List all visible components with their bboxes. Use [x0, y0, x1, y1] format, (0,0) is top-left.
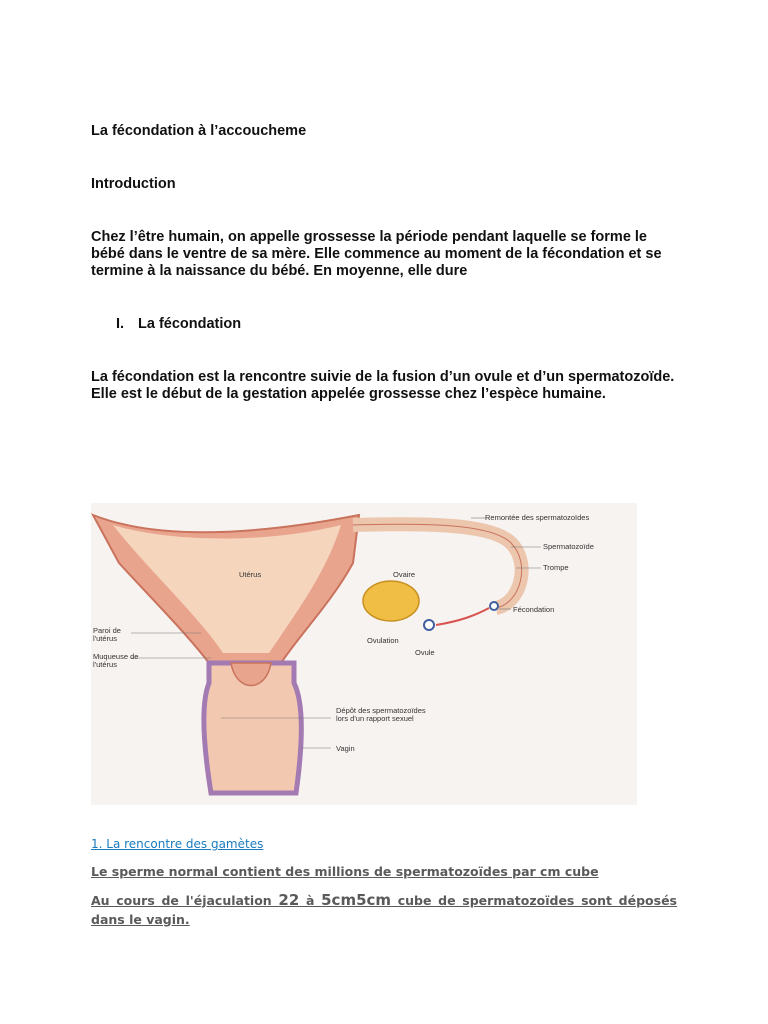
ejaculation-number-1: 22	[278, 890, 300, 909]
label-uterus: Utérus	[239, 570, 262, 579]
section-heading	[116, 316, 241, 333]
label-ovaire: Ovaire	[393, 570, 416, 579]
label-fecondation: Fécondation	[513, 605, 555, 614]
ejaculation-paragraph	[91, 891, 677, 929]
sperm-paragraph: Le sperme normal contient des millions de spermatozoïdes par cm cube	[91, 863, 599, 879]
label-vagin: Vagin	[336, 744, 355, 753]
label-paroi-line2: l'utérus	[93, 634, 117, 643]
label-remontee: Remontée des spermatozoïdes	[485, 513, 590, 522]
introduction-heading: Introduction	[91, 176, 176, 192]
ejaculation-number-2: 5cm5cm	[321, 890, 392, 909]
label-trompe: Trompe	[543, 563, 569, 572]
ejaculation-text-3: cube de spermatozoïdes sont déposés dans le vagin.	[91, 892, 677, 927]
label-muqueuse-line1: Muqueuse de	[93, 652, 139, 661]
label-paroi-line1: Paroi de	[93, 626, 121, 635]
ovary	[363, 581, 419, 621]
ejaculation-text-2: à	[299, 892, 322, 908]
subsection-link[interactable]: 1. La rencontre des gamètes	[91, 837, 264, 851]
ovum	[424, 620, 434, 630]
document-title: La fécondation à l’accoucheme	[91, 123, 307, 139]
label-ovulation: Ovulation	[367, 636, 399, 645]
label-depot-line2: lors d'un rapport sexuel	[336, 714, 414, 723]
label-depot-line1: Dépôt des spermatozoïdes	[336, 706, 426, 715]
section-title: La fécondation	[138, 316, 242, 332]
section-number: I.	[116, 316, 125, 332]
reproductive-system-diagram	[91, 503, 637, 805]
fertilization-site	[490, 602, 498, 610]
label-ovule: Ovule	[415, 648, 435, 657]
definition-paragraph: La fécondation est la rencontre suivie de la fusion d’un ovule et d’un spermatozoïde. Elle est le début de la gestation appelée grossesse chez l’espèce humaine.	[91, 369, 675, 402]
introduction-paragraph: Chez l’être humain, on appelle grossesse la période pendant laquelle se forme le bébé dans le ventre de sa mère. Elle commence au moment de la fécondation et se termine à la naissance du bébé. En moyenne, elle dure	[91, 229, 662, 279]
ejaculation-text-1: Au cours de l'éjaculation	[91, 892, 279, 908]
label-muqueuse-line2: l'utérus	[93, 660, 117, 669]
label-spermatozoide: Spermatozoïde	[543, 542, 594, 551]
